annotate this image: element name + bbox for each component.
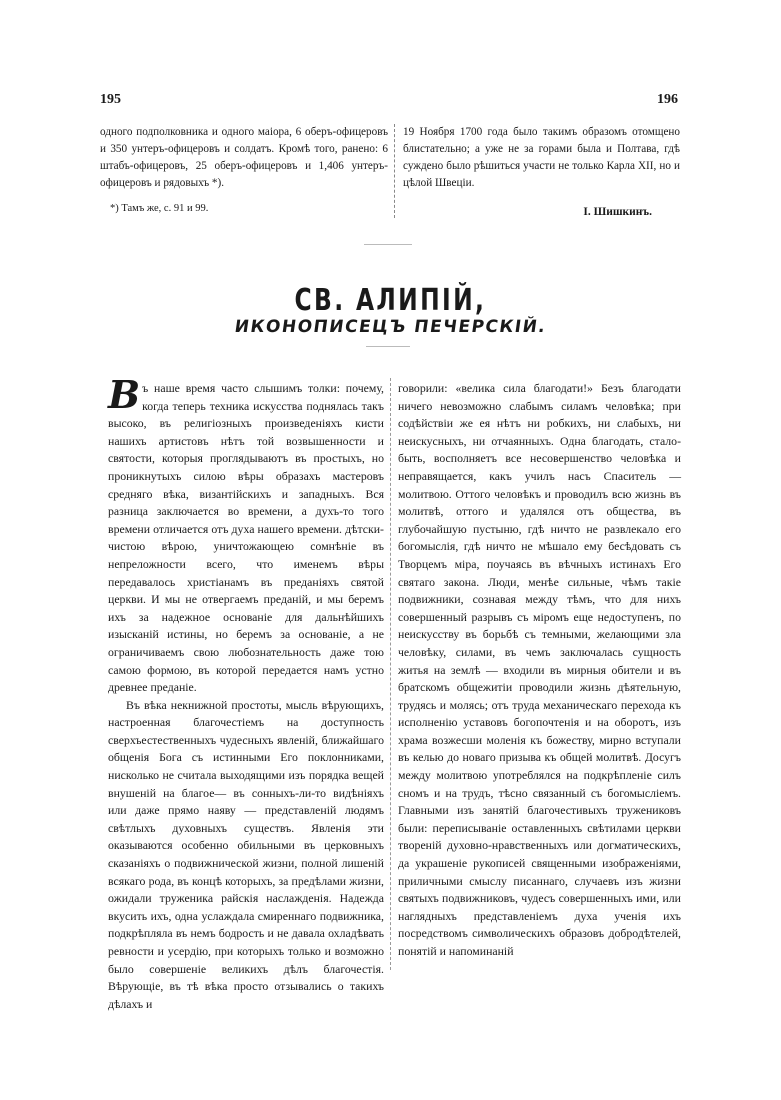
page-number-left: 195 [100, 92, 121, 107]
top-right-text: 19 Ноября 1700 года было такимъ образомъ отомщено блистательно; а уже не за горами была и Полтава, гдѣ суждено было рѣшиться участи не только Карла XII, но и цѣлой Швеціи. [403, 126, 680, 189]
paragraph-text: ъ наше время часто слышимъ толки: почему, когда теперь техника искусства поднялась такъ высоко, въ религіозныхъ произведеніяхъ кисти нашихъ артистовъ нѣтъ той возвышенности и святости, которыя проглядываютъ въ простыхъ, но проникнутыхъ силою вѣры образахъ мастеровъ средняго вѣка, византійскихъ и западныхъ. Вся разница заключается во времени, а духъ-то того времени отличается отъ духа нашего времени. дѣтски-чистою вѣрою, уничтожающею сомнѣніе въ непреложности всего, что именемъ вѣры передавалось христіанамъ въ преданіяхъ святой церкви. И мы не отвергаемъ преданій, и мы беремъ ихъ за надежное основаніе для дальнѣйшихъ изысканій истины, но беремъ за основаніе, а не ограничиваемъ свою любознательность даже тою самою формою, въ которой передается намъ устно древнее преданіе. [108, 381, 384, 695]
article-title: СВ. АЛИПІЙ, [294, 283, 487, 318]
article-right-column [398, 380, 681, 961]
article-subtitle: ИКОНОПИСЕЦЪ ПЕЧЕРСКІЙ. [233, 317, 548, 337]
paragraph [108, 372, 384, 697]
column-divider-top [394, 124, 395, 218]
page-number-right: 196 [657, 92, 678, 107]
top-right-column [403, 124, 680, 221]
drop-cap: В [108, 372, 141, 417]
top-left-text: одного подполковника и одного маіора, 6 оберъ-офицеровъ и 350 унтеръ-офицеровъ и солдатъ. Кромѣ того, ранено: 6 штабъ-офицеровъ, 25 оберъ-офицеровъ и 1,406 унтеръ-офицеровъ и рядовыхъ *). [100, 126, 388, 189]
column-divider-article [390, 378, 391, 970]
paragraph: говорили: «велика сила благодати!» Безъ благодати ничего невозможно слабымъ силамъ человѣка; при содѣйствіи же ея нѣтъ ни робкихъ, ни слабыхъ, ни неискусныхъ, ни отчаянныхъ. Одна благодать, стало-быть, восполняетъ все несовершенство человѣка и неправящается, какъ училъ насъ Спаситель — молитвою. Оттого человѣкъ и проводилъ всю жизнь въ молитвѣ, оттого и удалялся отъ общества, въ глубочайшую пустыню, гдѣ ничто не развлекало его богомыслія, гдѣ ничто не мѣшало ему бесѣдовать съ Творцемъ міра, поучаясь въ вѣчныхъ истинахъ Его святаго закона. Люди, менѣе сильные, чѣмъ такіе подвижники, сознавая между тѣмъ, что для нихъ совершенный разрывъ съ міромъ еще недоступенъ, по неискусству въ борьбѣ съ темными, желающими зла человѣку, силами, въ чемъ заключалась сущность житья на землѣ — входили въ мирныя обители и въ братскомъ общежитіи проводили жизнь дѣятельную, трудясь и молясь; отъ труда механическаго перехода къ исполненію уставовъ богопочтенія и на оборотъ, изъ храма возжесши моленія къ божеству, мирно вступали въ келью до новаго призыва къ общей молитвѣ. Досугъ между молитвою употреблялся на подкрѣпленіе силъ сномъ и на трудъ, тѣсно связанный съ богомысліемъ. Главными изъ занятій благочестивыхъ тружениковъ были: переписываніе оставленныхъ свѣтилами церкви твореній духовно-нравственныхъ или догматическихъ, да украшеніе рукописей священными изображеніями, приличными смыслу писаннаго, случаевъ изъ жизни святыхъ подвижниковъ, чудесъ совершенныхъ ими, или наглядныхъ представленіемъ духа ученія ихъ посредствомъ символическихъ образовъ добродѣтелей, понятій и напоминаній [398, 381, 681, 958]
author-signature: І. Шишкинъ. [583, 206, 652, 218]
top-left-column [100, 124, 388, 217]
paragraph: Въ вѣка некнижной простоты, мысль вѣрующихъ, настроенная благочестіемъ на доступность сверхъестественныхъ чудесныхъ явленій, ближайшаго общенія Бога съ истинными Его поклонниками, нисколько не считала выходящими изъ порядка вещей внушеній на благое— въ сонныхъ-ли-то видѣніяхъ или даже прямо наяву — представленій людямъ свѣтлыхъ духовныхъ существъ. Явленія эти оказываются особенно обильными въ церковныхъ сказаніяхъ о подвижнической жизни, полной лишеній всякаго рода, въ концѣ которыхъ, за предѣлами жизни, ожидали труженика райскія наслажденія. Надежда вкусить ихъ, одна услаждала смиреннаго подвижника, подкрѣпляла въ немъ бодрость и не давала охладѣвать ревности и усердію, при которыхъ только и возможно было совершеніе великихъ дѣлъ благочестія. Вѣрующіе, въ тѣ вѣка просто отзывались о такихъ дѣлахъ и [108, 697, 384, 1011]
title-underline [366, 346, 410, 347]
section-separator [364, 244, 412, 245]
article-left-column [108, 372, 384, 1013]
footnote: *) Тамъ же, с. 91 и 99. [110, 203, 209, 214]
